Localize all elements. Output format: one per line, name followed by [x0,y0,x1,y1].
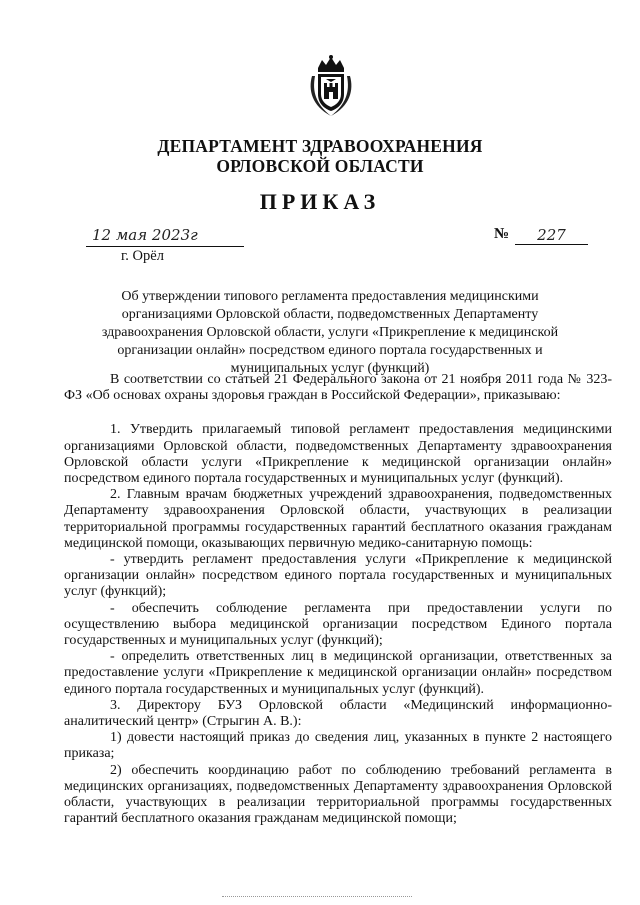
item-2-paragraph: 2. Главным врачам бюджетных учреждений здравоохранения, подведомственных Департаменту здравоохранения Орловской области, участвующих в реализации территориальной программы государственных гарантий бесплатного оказания гражданам медицинской помощи, оказывающих первичную медико-санитарную помощь: [64,487,612,551]
number-label: № [494,226,510,242]
item-2b-paragraph: - обеспечить соблюдение регламента при предоставлении услуги по осуществлению выбора медицинской организации посредством Единого портала государственных и муниципальных услуг (функций); [64,600,612,649]
item-3-1-paragraph: 1) довести настоящий приказ до сведения лиц, указанных в пункте 2 настоящего приказа; [64,730,612,762]
department-name-line2: ОРЛОВСКОЙ ОБЛАСТИ [216,156,424,176]
item-3-paragraph: 3. Директору БУЗ Орловской области «Медицинский информационно-аналитический центр» (Стрыгин А. В.): [64,697,612,730]
scan-footer-marks [222,896,412,900]
order-subject: Об утверждении типового регламента предоставления медицинскими организациями Орловской области, подведомственных Департаменту здравоохранения Орловской области, услуги «Прикрепление к медицинской организации онлайн» посредством единого портала государственных и муниципальных услуг (функций) [101,289,559,376]
date-underline [86,246,244,247]
item-3-2-paragraph: 2) обеспечить координацию работ по соблюдению требований регламента в медицинских организациях, подведомственных Департаменту здравоохранения Орловской области, участвующих в реализации территориальной программы государственных гарантий бесплатного оказания гражданам медицинской помощи; [64,762,612,827]
preamble-paragraph: В соответствии со статьей 21 Федерального закона от 21 ноября 2011 года № 323-ФЗ «Об основах охраны здоровья граждан в Российской Федерации», приказываю: [64,372,612,404]
item-2a-paragraph: - утвердить регламент предоставления услуги «Прикрепление к медицинской организации онлайн» посредством единого портала государственных и муниципальных услуг (функций); [64,552,612,600]
document-type-title: ПРИКАЗ [259,189,381,214]
city-label: г. Орёл [121,248,164,264]
handwritten-order-number: 227 [515,226,588,245]
item-2c-paragraph: - определить ответственных лиц в медицинской организации, ответственных за предоставление услуги «Прикрепление к медицинской организации онлайн» посредством единого портала государственных и муниципальных услуг (функций). [64,649,612,697]
department-name-line1: ДЕПАРТАМЕНТ ЗДРАВООХРАНЕНИЯ [157,136,483,156]
item-1-paragraph: 1. Утвердить прилагаемый типовой регламент предоставления медицинскими организациями Орловской области, подведомственных Департаменту здравоохранения Орловской области услуги «Прикрепление к медицинской организации онлайн» посредством единого портала государственных и муниципальных услуг (функций). [64,422,612,487]
handwritten-date: 12 мая 2023г [92,226,198,244]
date-field [86,226,246,247]
order-body [64,372,612,827]
orel-oblast-coat-of-arms-icon [306,54,356,118]
